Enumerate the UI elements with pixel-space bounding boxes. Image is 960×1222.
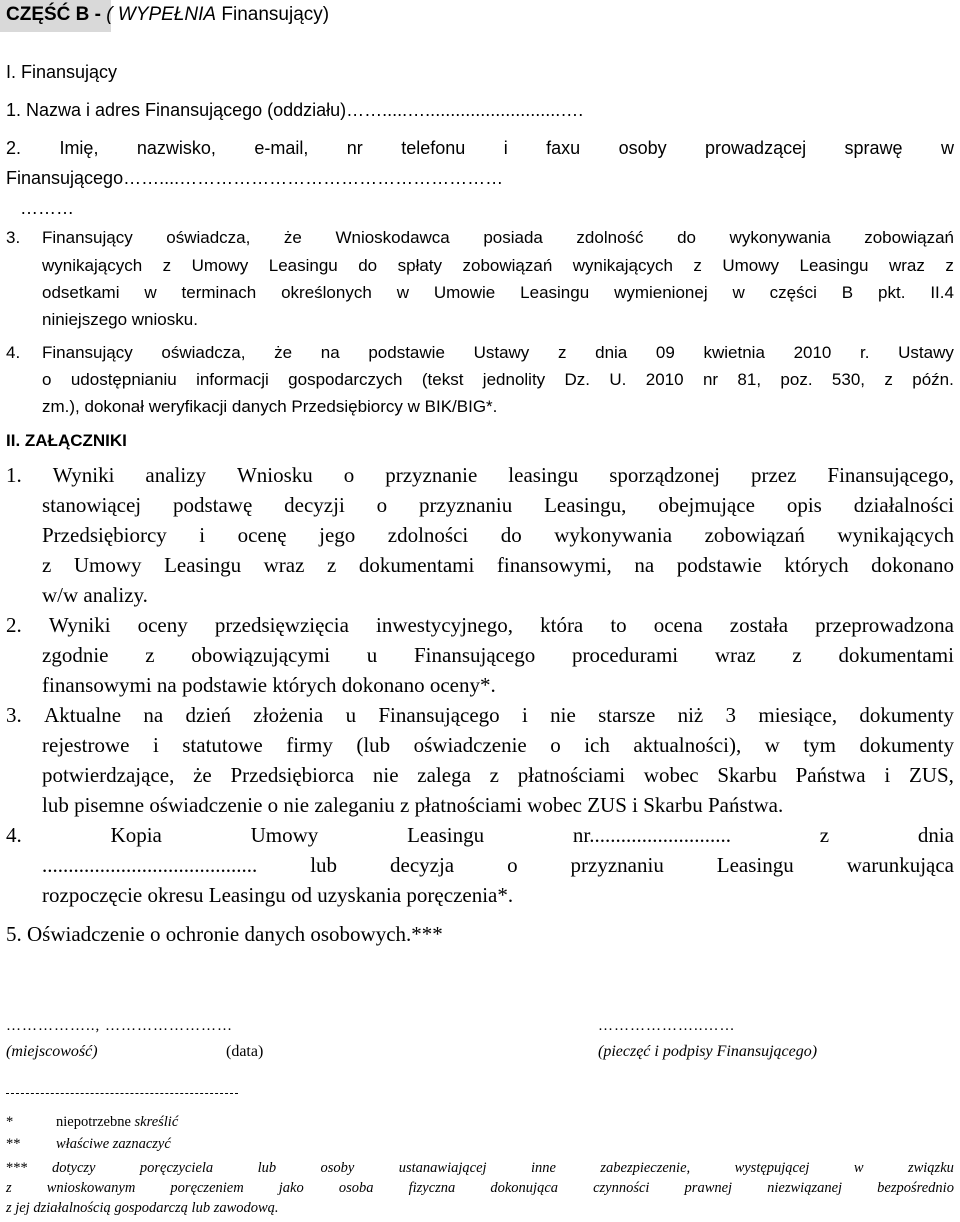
section1-item3-line3 <box>42 283 954 303</box>
word: (lub <box>356 733 391 757</box>
word: e-mail, <box>254 138 309 158</box>
attachment4-line2 <box>42 853 954 878</box>
word: o <box>343 463 355 487</box>
word: w <box>853 1160 864 1176</box>
word: wynikających <box>42 256 143 275</box>
word: ocenę <box>237 523 287 547</box>
word: w <box>940 138 954 158</box>
word: II.4 <box>930 283 954 302</box>
word: wraz <box>714 643 756 667</box>
word: firmy <box>286 733 333 757</box>
word: podstawie <box>368 343 445 362</box>
word: leasingu <box>508 463 579 487</box>
word: złożenia <box>253 703 324 727</box>
attachment4-line1 <box>6 823 954 848</box>
word: 530, <box>831 370 866 389</box>
word: nie <box>372 763 399 787</box>
word: która <box>540 613 584 637</box>
word: płatnościami <box>517 763 626 787</box>
word: 2. <box>6 613 22 637</box>
word: dzień <box>185 703 231 727</box>
attachment1-line4 <box>42 553 954 578</box>
word: U. <box>609 370 627 389</box>
word: że <box>274 343 293 362</box>
word: statutowe <box>182 733 263 757</box>
word: jednolity <box>482 370 546 389</box>
header-fill-who: Finansujący) <box>221 4 330 25</box>
word: opis <box>786 493 822 517</box>
word: Leasingu <box>716 853 794 877</box>
word: (tekst <box>421 370 464 389</box>
word: spłaty <box>397 256 443 275</box>
word: lub <box>257 1160 277 1176</box>
word: przedsięwzięcia <box>214 613 349 637</box>
word: ......................................... <box>42 853 258 877</box>
word: Skarbu <box>717 763 777 787</box>
word: z <box>819 823 830 847</box>
word: występującej <box>734 1160 810 1176</box>
word: osoby <box>618 138 667 158</box>
word: nr <box>346 138 363 158</box>
word: wynikających <box>837 523 954 547</box>
word: działalności <box>853 493 954 517</box>
word: dokumenty <box>859 733 954 757</box>
section1-item4-line2 <box>42 370 954 390</box>
word: że <box>283 228 302 247</box>
word: zobowiązań <box>864 228 954 247</box>
word: 2010 <box>645 370 684 389</box>
word: decyzja <box>390 853 455 877</box>
word: Państwa <box>795 763 866 787</box>
word: na <box>634 553 655 577</box>
word: Dz. <box>564 370 591 389</box>
section1-item2-cont2: ……… <box>20 198 74 218</box>
header-fill-note: ( WYPEŁNIA <box>106 4 217 25</box>
section1-item2-line1 <box>6 138 954 159</box>
word: niezwiązanej <box>767 1180 843 1196</box>
footnote-1-word: niepotrzebne <box>56 1114 131 1130</box>
word: osoba <box>338 1180 374 1196</box>
attachment3-last: lub pisemne oświadczenie o nie zaleganiu z płatnościami wobec ZUS i Skarbu Państwa. <box>42 793 784 817</box>
word: z <box>945 256 954 275</box>
word: rejestrowe <box>42 733 130 757</box>
word: Leasingu <box>799 256 869 275</box>
word: Leasingu <box>268 256 338 275</box>
word: Leasingu <box>164 553 242 577</box>
word: z <box>693 256 702 275</box>
word: finansowymi, <box>496 553 612 577</box>
word: miesiące, <box>758 703 838 727</box>
word: zalega <box>417 763 471 787</box>
word: do <box>677 228 696 247</box>
word: osoby <box>320 1160 355 1176</box>
word: sporządzonej <box>609 463 721 487</box>
word: z <box>145 643 155 667</box>
footnote-1-text <box>56 1114 178 1131</box>
word: 3. <box>6 703 22 727</box>
word: i <box>884 763 891 787</box>
word: Wyniki <box>48 613 111 637</box>
word: ocena <box>653 613 703 637</box>
word: z <box>792 643 802 667</box>
word: nazwisko, <box>136 138 216 158</box>
word: telefonu <box>401 138 466 158</box>
word: obowiązującymi <box>191 643 331 667</box>
word: poz. <box>780 370 813 389</box>
word: przyznaniu <box>570 853 664 877</box>
word: 4. <box>6 823 22 847</box>
word: Aktualne <box>44 703 122 727</box>
word: nie <box>550 703 576 727</box>
word: fizyczna <box>408 1180 456 1196</box>
word: zobowiązań <box>704 523 805 547</box>
word: 81, <box>737 370 762 389</box>
word: w <box>144 283 157 302</box>
word: kwietnia <box>703 343 765 362</box>
section1-item3-line1 <box>42 228 954 248</box>
footnote-3-mark: *** <box>6 1160 28 1176</box>
section1-item2-cont: Finansującego……....……………………………………………… <box>6 168 504 188</box>
footnote-3-line3: z jej działalnością gospodarczą lub zawodową. <box>6 1200 279 1216</box>
word: to <box>610 613 627 637</box>
word: Kopia <box>110 823 162 847</box>
word: lub <box>310 853 338 877</box>
word: B <box>841 283 854 302</box>
section1-title: I. Finansujący <box>6 62 118 82</box>
word: decyzji <box>284 493 345 517</box>
word: faxu <box>546 138 581 158</box>
word: oceny <box>137 613 188 637</box>
word: o <box>507 853 518 877</box>
word: oświadcza, <box>166 228 251 247</box>
attachment4-last: rozpoczęcie okresu Leasingu od uzyskania poręczenia*. <box>42 883 514 907</box>
word: zgodnie <box>42 643 109 667</box>
word: prawnej <box>684 1180 733 1196</box>
word: dokumentami <box>358 553 475 577</box>
word: jego <box>319 523 356 547</box>
word: Finansującego <box>413 643 536 667</box>
word: podstawie <box>676 553 762 577</box>
section1-item4-line1 <box>42 343 954 363</box>
word: jako <box>278 1180 304 1196</box>
word: oświadcza, <box>161 343 246 362</box>
word: 2. <box>6 138 22 158</box>
word: z <box>489 763 499 787</box>
word: dokumenty <box>859 703 954 727</box>
word: 3 <box>725 703 737 727</box>
word: inne <box>530 1160 556 1176</box>
attachment3-line2 <box>42 733 954 758</box>
word: ich <box>584 733 610 757</box>
word: Imię, <box>59 138 99 158</box>
word: do <box>358 256 378 275</box>
footnote-2-mark: ** <box>6 1136 21 1152</box>
word: że <box>193 763 212 787</box>
place-date-dots: …………….., …………………… <box>6 1018 233 1034</box>
attachment5: 5. Oświadczenie o ochronie danych osobowych.*** <box>6 922 443 946</box>
word: Finansującego <box>378 703 500 727</box>
attachment1-line1 <box>6 463 954 488</box>
word: na <box>320 343 340 362</box>
attachment1-line2 <box>42 493 954 518</box>
word: z <box>6 1180 12 1196</box>
word: ZUS, <box>908 763 954 787</box>
word: r. <box>860 343 870 362</box>
attachment2-last: finansowymi na podstawie których dokonano oceny*. <box>42 673 496 697</box>
footnote-3-line1 <box>52 1160 954 1177</box>
attachment3-line1 <box>6 703 954 728</box>
word: u <box>366 643 378 667</box>
word: o <box>376 493 388 517</box>
word: z <box>884 370 893 389</box>
word: nr........................... <box>572 823 731 847</box>
word: aktualności), <box>633 733 742 757</box>
date-label: (data) <box>226 1043 264 1060</box>
word: w <box>732 283 745 302</box>
word: i <box>199 523 206 547</box>
word: zobowiązań <box>462 256 553 275</box>
word: przez <box>750 463 797 487</box>
word: Leasingu <box>407 823 485 847</box>
word: i <box>152 733 159 757</box>
word: Finansujący <box>42 228 133 247</box>
footnote-1-word-italic: skreślić <box>134 1114 179 1130</box>
footnote-1-mark: * <box>6 1114 14 1130</box>
attachment1-last: w/w analizy. <box>42 583 148 607</box>
page-header <box>6 4 329 26</box>
word: 09 <box>655 343 675 362</box>
word: tym <box>803 733 836 757</box>
word: poręczyciela <box>139 1160 214 1176</box>
word: potwierdzające, <box>42 763 175 787</box>
word: wnioskowanym <box>46 1180 136 1196</box>
word: wymienionej <box>614 283 708 302</box>
word: ustanawiającej <box>398 1160 487 1176</box>
word: Leasingu <box>520 283 590 302</box>
word: o <box>42 370 52 389</box>
word: których <box>784 553 849 577</box>
section2-title: II. ZAŁĄCZNIKI <box>6 431 127 450</box>
word: na <box>143 703 164 727</box>
word: przyznanie <box>385 463 478 487</box>
word: obejmujące <box>658 493 755 517</box>
word: Umowy <box>250 823 319 847</box>
word: bezpośrednio <box>877 1180 954 1196</box>
word: wynikających <box>572 256 673 275</box>
word: do <box>500 523 522 547</box>
word: analizy <box>145 463 207 487</box>
word: w <box>764 733 780 757</box>
word: wraz <box>263 553 305 577</box>
word: 2010 <box>793 343 832 362</box>
attachment2-line2 <box>42 643 954 668</box>
word: wraz <box>888 256 925 275</box>
word: stanowiącej <box>42 493 142 517</box>
word: posiada <box>483 228 543 247</box>
word: i <box>522 703 528 727</box>
word: inwestycyjnego, <box>375 613 514 637</box>
footnote-separator <box>6 1093 238 1094</box>
word: procedurami <box>572 643 679 667</box>
word: dokonująca <box>490 1180 559 1196</box>
word: wobec <box>643 763 699 787</box>
place-label: (miejscowość) <box>6 1043 98 1060</box>
attachment1-line3 <box>42 523 954 548</box>
word: Umowy <box>722 256 780 275</box>
word: Finansującego, <box>827 463 954 487</box>
word: gospodarczych <box>288 370 403 389</box>
word: Wnioskodawca <box>335 228 450 247</box>
word: 1. <box>6 463 22 487</box>
word: Umowie <box>433 283 496 302</box>
section1-item1: 1. Nazwa i adres Finansującego (oddziału)…….....…...........................…. <box>6 100 584 120</box>
word: podstawę <box>172 493 253 517</box>
word: niż <box>677 703 704 727</box>
word: wykonywania <box>554 523 673 547</box>
section1-item4-last: zm.), dokonał weryfikacji danych Przedsiębiorcy w BIK/BIG*. <box>42 397 498 416</box>
word: Umowy <box>191 256 249 275</box>
word: Wniosku <box>236 463 313 487</box>
signature-dots: ………………..…… <box>598 1018 736 1034</box>
section1-item3-number: 3. <box>6 228 21 247</box>
word: i <box>503 138 508 158</box>
word: Umowy <box>73 553 142 577</box>
word: o <box>550 733 561 757</box>
word: terminach <box>181 283 257 302</box>
section1-item4-number: 4. <box>6 343 21 362</box>
word: dokonano <box>871 553 954 577</box>
word: odsetkami <box>42 283 120 302</box>
word: Ustawy <box>898 343 954 362</box>
word: dnia <box>917 823 954 847</box>
word: z <box>162 256 172 275</box>
word: Leasingu, <box>544 493 627 517</box>
stamp-signature-label: (pieczęć i podpisy Finansującego) <box>598 1043 818 1060</box>
word: z <box>326 553 337 577</box>
section1-item3-last: niniejszego wniosku. <box>42 310 198 329</box>
attachment3-line3 <box>42 763 954 788</box>
word: udostępnianiu <box>70 370 177 389</box>
word: starsze <box>598 703 656 727</box>
word: Przedsiębiorcy <box>42 523 167 547</box>
word: Finansujący <box>42 343 133 362</box>
word: wykonywania <box>729 228 831 247</box>
word: związku <box>907 1160 954 1176</box>
word: z <box>557 343 567 362</box>
word: z <box>42 553 52 577</box>
word: zdolności <box>387 523 469 547</box>
word: dokumentami <box>838 643 954 667</box>
word: dnia <box>595 343 628 362</box>
word: u <box>345 703 357 727</box>
footnote-2-text: właściwe zaznaczyć <box>56 1136 171 1152</box>
word: w <box>396 283 409 302</box>
word: Przedsiębiorca <box>230 763 355 787</box>
word: pkt. <box>878 283 906 302</box>
word: została <box>729 613 789 637</box>
word: dotyczy <box>52 1160 96 1176</box>
footnote-3-line2 <box>6 1180 954 1197</box>
word: Ustawy <box>473 343 530 362</box>
word: sprawę <box>844 138 903 158</box>
section1-item3-line2 <box>42 256 954 276</box>
word: prowadzącej <box>705 138 807 158</box>
word: zabezpieczenie, <box>600 1160 691 1176</box>
word: zdolność <box>576 228 644 247</box>
attachment2-line1 <box>6 613 954 638</box>
word: poręczeniem <box>170 1180 244 1196</box>
word: warunkująca <box>846 853 954 877</box>
word: oświadczenie <box>413 733 527 757</box>
word: późn. <box>912 370 954 389</box>
word: informacji <box>196 370 269 389</box>
word: nr <box>702 370 719 389</box>
word: przeprowadzona <box>815 613 954 637</box>
header-part: CZĘŚĆ B - <box>6 4 101 25</box>
word: czynności <box>593 1180 650 1196</box>
word: Wyniki <box>52 463 115 487</box>
word: części <box>769 283 817 302</box>
word: określonych <box>281 283 372 302</box>
word: przyznaniu <box>418 493 513 517</box>
